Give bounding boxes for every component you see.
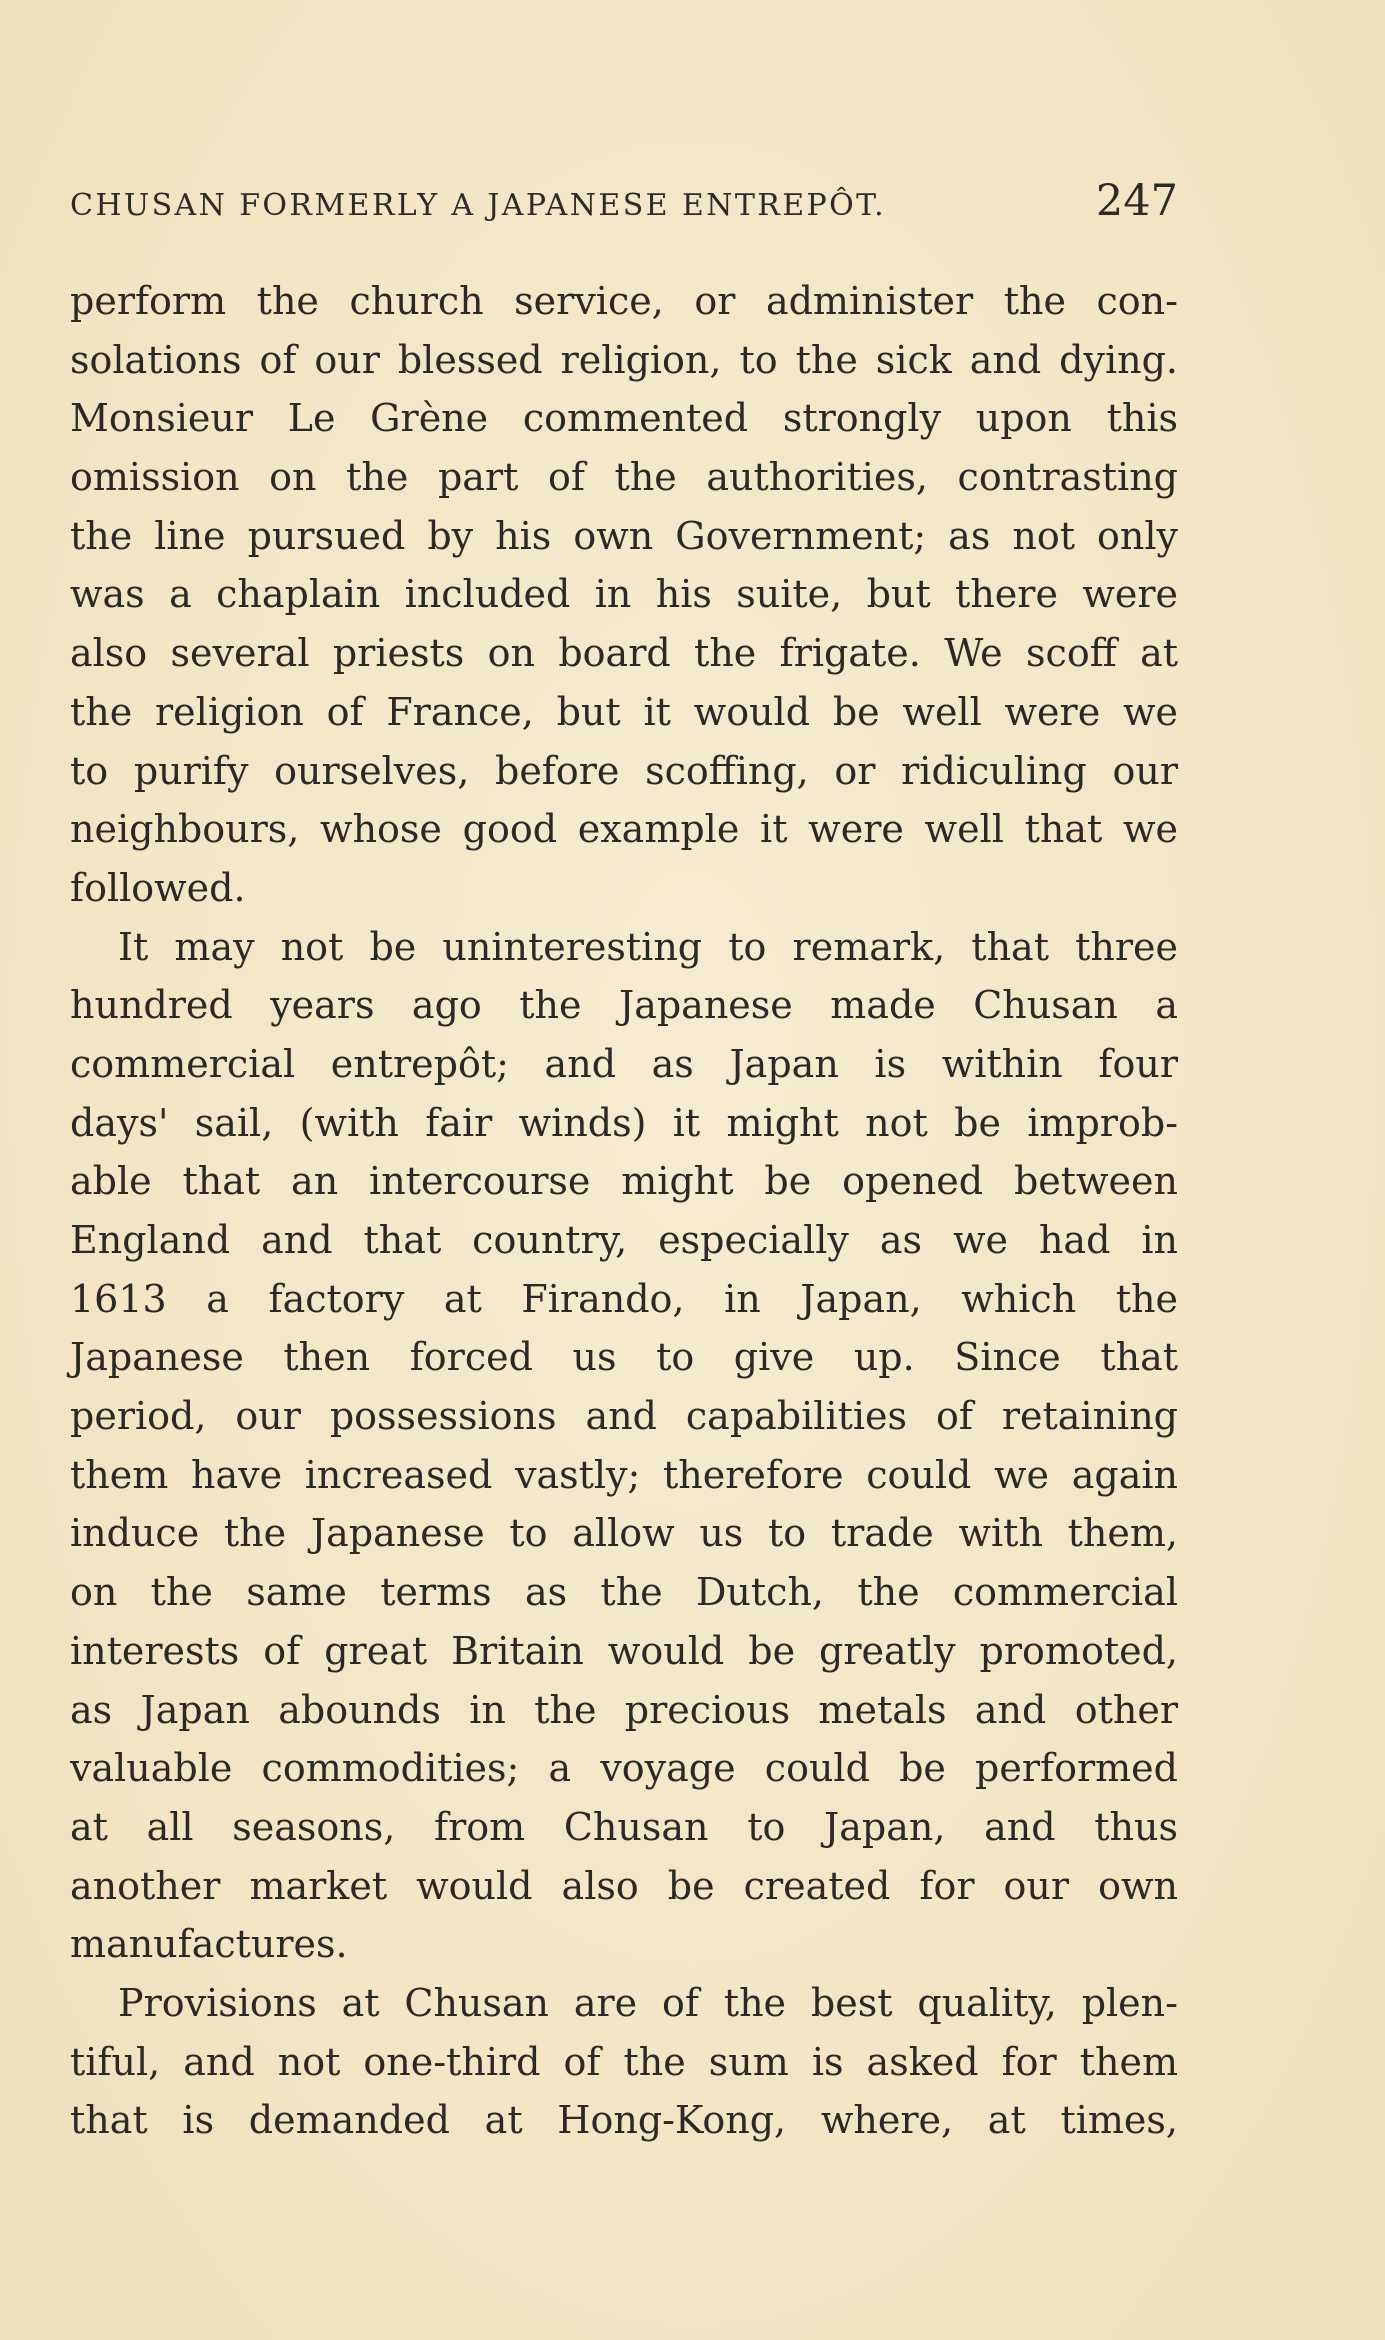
body-text xyxy=(70,272,1178,2150)
text-line: neighbours, whose good example it were well that we xyxy=(70,807,1178,852)
text-line: tiful, and not one-third of the sum is asked for them xyxy=(70,2039,1178,2084)
text-line: 1613 a factory at Firando, in Japan, which the xyxy=(70,1276,1178,1321)
text-line: hundred years ago the Japanese made Chusan a xyxy=(70,983,1178,1028)
text-line: was a chaplain included in his suite, but there were xyxy=(70,572,1178,617)
text-line: induce the Japanese to allow us to trade with them, xyxy=(70,1511,1178,1556)
page-number: 247 xyxy=(1095,176,1178,226)
text-line: them have increased vastly; therefore could we again xyxy=(70,1452,1178,1497)
text-line: perform the church service, or administer the con- xyxy=(70,279,1178,323)
running-head xyxy=(70,176,1178,236)
text-line: as Japan abounds in the precious metals and other xyxy=(70,1687,1178,1732)
text-line: valuable commodities; a voyage could be performed xyxy=(70,1746,1178,1791)
text-line: days' sail, (with fair winds) it might not be improb- xyxy=(70,1100,1178,1145)
text-line: the religion of France, but it would be well were we xyxy=(70,689,1178,734)
text-line: the line pursued by his own Government; as not only xyxy=(70,513,1178,558)
text-line: omission on the part of the authorities, contrasting xyxy=(70,455,1178,500)
text-line: to purify ourselves, before scoffing, or ridiculing our xyxy=(70,748,1178,793)
text-line: Provisions at Chusan are of the best quality, plen- xyxy=(118,1980,1178,2025)
text-line: It may not be uninteresting to remark, that three xyxy=(118,924,1178,969)
running-title: CHUSAN FORMERLY A JAPANESE ENTREPÔT. xyxy=(70,188,887,223)
text-line: Monsieur Le Grène commented strongly upon this xyxy=(70,396,1178,441)
text-line: that is demanded at Hong-Kong, where, at times, xyxy=(70,2098,1178,2143)
text-line: another market would also be created for our own xyxy=(70,1863,1178,1908)
text-line: manufactures. xyxy=(70,1922,348,1967)
text-line: Japanese then forced us to give up. Since that xyxy=(70,1335,1178,1380)
text-line: on the same terms as the Dutch, the commercial xyxy=(70,1570,1178,1615)
text-line: period, our possessions and capabilities of retaining xyxy=(70,1394,1178,1439)
text-line: able that an intercourse might be opened between xyxy=(70,1159,1178,1204)
text-line: also several priests on board the frigate. We scoff at xyxy=(70,631,1178,676)
text-line: England and that country, especially as we had in xyxy=(70,1218,1178,1262)
text-line: interests of great Britain would be greatly promoted, xyxy=(70,1628,1178,1673)
text-line: at all seasons, from Chusan to Japan, and thus xyxy=(70,1804,1178,1849)
text-line: followed. xyxy=(70,865,246,910)
text-line: commercial entrepôt; and as Japan is within four xyxy=(70,1041,1178,1086)
text-line: solations of our blessed religion, to the sick and dying. xyxy=(70,337,1178,382)
